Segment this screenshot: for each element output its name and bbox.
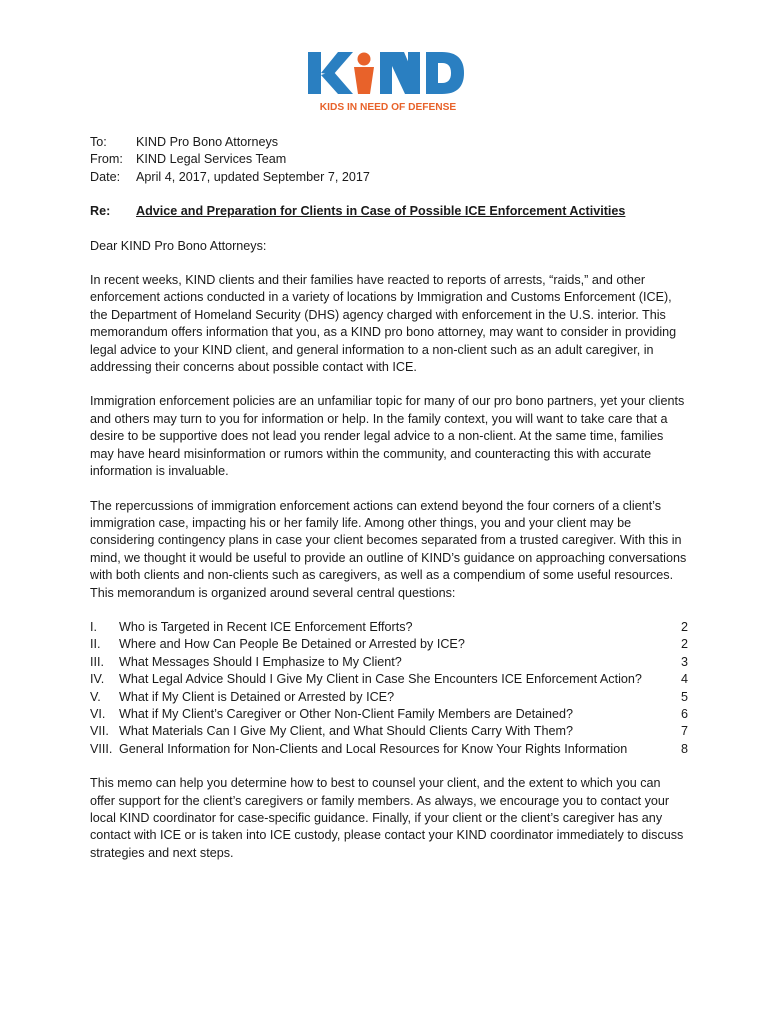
body-paragraph: In recent weeks, KIND clients and their families have reacted to reports of arrests, “raids,” and other enforcement actions conducted in a variety of locations by Immigration and Customs Enforcement (ICE), the Department of Homeland Security (DHS) agency charged with enforcement in the U.S. interior. This memorandum offers information that you, as a KIND pro bono attorney, may want to consider in providing legal advice to your KIND client, and general information to a non-client such as an adult caregiver, in addressing their concerns about possible contact with ICE. — [90, 273, 677, 375]
outline-item-page: 6 — [680, 706, 688, 721]
kind-logo — [302, 44, 472, 116]
body-paragraph: The repercussions of immigration enforcement actions can extend beyond the four corners of a client’s immigration case, impacting his or her family life. Among other things, you and your client may be considering contingency plans in case your client becomes separated from a trusted caregiver. With this in mind, we thought it would be useful to provide an outline of KIND’s guidance on approaching conversations with both clients and non-clients such as caregivers, as well as a compendium of some useful resources. This memorandum is organized around several central questions: — [90, 498, 687, 600]
outline-item-page: 7 — [680, 724, 688, 739]
outline-item — [90, 706, 688, 723]
outline-item — [90, 619, 688, 636]
outline-item — [90, 654, 688, 671]
kind-logo-tagline: KIDS IN NEED OF DEFENSE — [319, 102, 457, 113]
outline-item — [90, 636, 688, 653]
outline-item-page: 8 — [680, 741, 688, 756]
outline-item-number: III. — [90, 654, 104, 669]
kind-logo-graphic — [302, 44, 472, 116]
outline-item-number: II. — [90, 637, 101, 652]
outline-item-number: V. — [90, 689, 101, 704]
outline-item — [90, 741, 688, 758]
closing-paragraph: This memo can help you determine how to best to counsel your client, and the extent to which you can offer support for the client’s caregivers or family members. As always, we encourage you to contact your local KIND coordinator for case-specific guidance. Finally, if your client or the client’s caregiver has any contact with ICE or is taken into ICE custody, please contact your KIND coordinator immediately to discuss strategies and next steps. — [90, 776, 684, 860]
outline-item-title: What Legal Advice Should I Give My Client in Case She Encounters ICE Enforcement Action? — [119, 672, 642, 687]
outline-item-number: I. — [90, 619, 97, 634]
date-value: April 4, 2017, updated September 7, 2017 — [136, 169, 370, 184]
outline-item-number: VII. — [90, 724, 109, 739]
outline-item-number: VIII. — [90, 741, 113, 756]
to-label: To: — [90, 135, 107, 149]
re-label: Re: — [90, 204, 111, 219]
outline-item-page: 3 — [680, 654, 688, 669]
outline-item-title: What if My Client is Detained or Arrested by ICE? — [119, 689, 395, 704]
to-value: KIND Pro Bono Attorneys — [136, 135, 279, 149]
outline-item-title: What Messages Should I Emphasize to My Client? — [119, 654, 402, 669]
memo-to-line — [90, 134, 688, 151]
outline-item-title: What Materials Can I Give My Client, and What Should Clients Carry With Them? — [119, 724, 574, 739]
date-label: Date: — [90, 169, 121, 184]
from-value: KIND Legal Services Team — [136, 152, 287, 167]
question-outline — [90, 619, 688, 758]
memo-date-line — [90, 169, 688, 186]
from-label: From: — [90, 152, 123, 167]
outline-item-number: VI. — [90, 706, 106, 721]
outline-item — [90, 689, 688, 706]
outline-item — [90, 671, 688, 688]
outline-item — [90, 723, 688, 740]
memo-subject: Advice and Preparation for Clients in Case of Possible ICE Enforcement Activities — [136, 204, 626, 219]
memo-from-line — [90, 151, 688, 168]
body-paragraph: Immigration enforcement policies are an unfamiliar topic for many of our pro bono partners, yet your clients and others may turn to you for information or help. In the family context, you will want to take care that a desire to be supportive does not lead you render legal advice to a non-client. At the same time, families may have heard misinformation or rumors within the community, and counteracting this with accurate information is invaluable. — [90, 394, 685, 479]
outline-item-title: Who is Targeted in Recent ICE Enforcement Efforts? — [119, 619, 413, 634]
outline-item-number: IV. — [90, 672, 105, 687]
outline-item-page: 4 — [680, 672, 688, 687]
outline-item-page: 5 — [680, 689, 688, 704]
memo-body — [90, 134, 688, 862]
outline-item-page: 2 — [680, 619, 688, 634]
outline-item-title: Where and How Can People Be Detained or Arrested by ICE? — [119, 637, 465, 652]
outline-item-title: General Information for Non-Clients and Local Resources for Know Your Rights Information — [119, 741, 628, 756]
memo-subject-line — [90, 203, 688, 220]
outline-item-page: 2 — [680, 637, 688, 652]
outline-item-title: What if My Client’s Caregiver or Other Non-Client Family Members are Detained? — [119, 706, 573, 721]
salutation: Dear KIND Pro Bono Attorneys: — [90, 238, 267, 253]
